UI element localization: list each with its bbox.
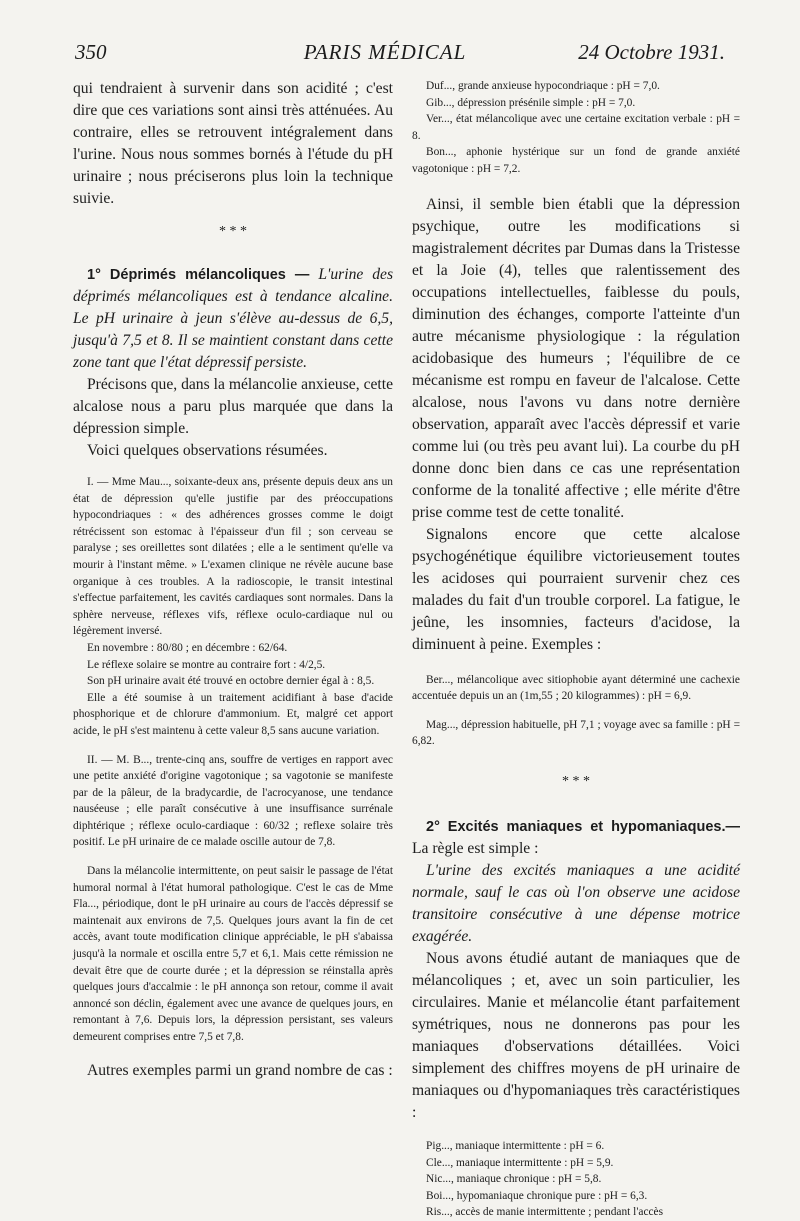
paragraph-ainsi: Ainsi, il semble bien établi que la dépression psychique, outre les modifications si magistralement décrites par Dumas dans la Tristesse et la Joie (4), telles que ralentissement des occupations intellectuelles, faiblesse du pouls, diminution des échanges, comporte l'atteinte d'un autre mécanisme physiologique : la régulation acidobasique des humeurs ; l'équilibre de ce mécanisme est rompu en faveur de l'alcalose. Cette alcalose, nous l'avons vu dans notre dernière observation, apparaît avec l'accès dépressif et varie comme lui (ou très peu avant lui). La courbe du pH donne donc bien dans ce cas une représentation conforme de la tonalité affective ; elle mérite d'être prise comme test de cette tonalité. xyxy=(412,195,740,521)
observation-1-solaire: Le réflexe solaire se montre au contraire fort : 4/2,5. xyxy=(87,658,326,671)
asterism-divider: * * * xyxy=(219,224,247,239)
page-number: 350 xyxy=(75,40,107,64)
right-column xyxy=(412,78,740,1221)
page-header xyxy=(75,40,725,70)
paragraph-autres-exemples: Autres exemples parmi un grand nombre de cas : xyxy=(87,1061,393,1079)
observation-2-text: II. — M. B..., trente-cinq ans, souffre de vertiges en rapport avec une petite anxiété d'origine vagotonique ; sa vagotonie se manifeste par de la pâleur, de la bradycardie, de l'acrocyanose, une tendance nauséeuse ; elle paraît consécutive à une insuffisance surrénale diphtérique ; réflexe oculo-cardiaque : 60/32 ; reflexe solaire très positif. Le pH urinaire de ce malade oscille autour de 7,8. xyxy=(73,753,393,849)
manic-example-boi: Boi..., hypomaniaque chronique pure : pH = 6,3. xyxy=(426,1189,648,1202)
example-mag: Mag..., dépression habituelle, pH 7,1 ; voyage avec sa famille : pH = 6,82. xyxy=(412,718,740,748)
section-1-heading: 1° Déprimés mélancoliques — xyxy=(87,267,310,283)
paragraph-signalons: Signalons encore que cette alcalose psychogénétique équilibre victorieusement toutes les acidoses qui pourraient survenir chez ces malades du fait d'un trouble corporel. La fatigue, le jeûne, les insomnies, facteurs d'acidose, la diminuent à peine. Exemples : xyxy=(412,525,740,653)
observation-1-text: I. — Mme Mau..., soixante-deux ans, présente depuis deux ans un état de dépression qu'elle justifie par des préoccupations hypocondriaques : « des adhérences grosses comme le doigt rétrécissent son estomac à l'épaisseur d'un fil ; son cerveau se paralyse ; ses oreillettes sont dilatées ; elle a le sentiment qu'elle va mourir à l'instant même. » L'examen clinique ne révèle aucune base organique à ces troubles. A la radioscopie, le transit intestinal s'effectue parfaitement, les cavités cardiaques sont normales. Dans la sphère nerveuse, réflexes vifs, réflexe oculo-cardiaque nul ou légèrement inversé. xyxy=(73,476,393,638)
paragraph-nous-avons: Nous avons étudié autant de maniaques que de mélancoliques ; et, avec un soin particulier, les circulaires. Manie et mélancolie étant parfaitement symétriques, nous ne donnerons pas pour les maniaques d'observations détaillées. Voici simplement des chiffres moyens de pH urinaire de maniaques ou d'hypomaniaques très caractéristiques : xyxy=(412,949,740,1121)
paragraph-melancolie-intermittente: Dans la mélancolie intermittente, on peut saisir le passage de l'état humoral normal à l'état humoral pathologique. C'est le cas de Mme Fla..., périodique, dont le pH urinaire au cours de l'accès dépressif se maintenait aux environs de 7,5. Quelques jours avant la fin de cet accès, avant toute modification clinique appréciable, le pH s'abaissa jusqu'à la normale et oscilla entre 5,7 et 6,1. Mais cette rémission ne devait être que de courte durée ; et la dépression se réinstalla après quelques jours d'accalmie : le pH annonça son retour, comme il avait annoncé son déclin, également avec une avance de quelques jours, en remontant à 7,6. Depuis lors, la dépression persistant, ses valeurs demeurent comprises entre 7,5 et 7,8. xyxy=(73,865,393,1043)
section-1-heading-block xyxy=(73,264,393,374)
intro-paragraph: qui tendraient à survenir dans son acidité ; c'est dire que ces variations sont ainsi très atténuées. Au contraire, elles se retrouvent intégralement dans l'urine. Nous nous sommes bornés à l'étude du pH urinaire ; nous préciserons plus loin la technique suivie. xyxy=(73,80,393,207)
paragraph-voici: Voici quelques observations résumées. xyxy=(87,442,328,459)
example-duf: Duf..., grande anxieuse hypocondriaque : pH = 7,0. xyxy=(426,80,660,92)
manic-example-ris: Ris..., accès de manie intermittente ; pendant l'accès xyxy=(426,1206,664,1219)
asterism-divider-2: * * * xyxy=(562,773,590,789)
issue-date: 24 Octobre 1931. xyxy=(578,40,725,64)
journal-title: PARIS MÉDICAL xyxy=(303,40,467,64)
manic-example-pig: Pig..., maniaque intermittente : pH = 6. xyxy=(426,1139,605,1152)
example-ver: Ver..., état mélancolique avec une certaine excitation verbale : pH = 8. xyxy=(412,113,740,142)
left-column xyxy=(73,78,393,1082)
paragraph-precisons: Précisons que, dans la mélancolie anxieuse, cette alcalose nous a paru plus marquée que dans la dépression simple. xyxy=(73,376,393,437)
observation-1-traitement: Elle a été soumise à un traitement acidifiant à base d'acide phosphorique et de chlorure d'ammonium. Et, malgré cet apport acide, le pH s'est maintenu à cette valeur 8,5 sans aucune variation. xyxy=(73,691,393,737)
section-2-intro: La règle est simple : xyxy=(412,839,539,857)
section-1-rule: L'urine des déprimés mélancoliques est à tendance alcaline. Le pH urinaire à jeun s'élève au-dessus de 6,5, jusqu'à 7,5 et 8. Il se maintient constant dans cette zone tant que l'état dépressif persiste. xyxy=(73,266,394,371)
observation-1-ph: Son pH urinaire avait été trouvé en octobre dernier égal à : 8,5. xyxy=(87,675,375,688)
section-2-heading-block xyxy=(412,816,740,860)
manic-example-nic: Nic..., maniaque chronique : pH = 5,8. xyxy=(426,1173,602,1186)
section-2-heading: 2° Excités maniaques et hypomaniaques.— xyxy=(426,818,740,835)
observation-1-novembre: En novembre : 80/80 ; en décembre : 62/64. xyxy=(87,641,288,654)
example-bon: Bon..., aphonie hystérique sur un fond de grande anxiété vagotonique : pH = 7,2. xyxy=(412,146,740,175)
example-ber: Ber..., mélancolique avec sitiophobie ayant déterminé une cachexie accentuée depuis un an (1m,55 ; 20 kilogrammes) : pH = 6,9. xyxy=(412,673,740,703)
example-gib: Gib..., dépression présénile simple : pH = 7,0. xyxy=(426,96,636,109)
section-2-rule: L'urine des excités maniaques a une acidité normale, sauf le cas où l'on observe une acidose transitoire consécutive à une dépense motrice exagérée. xyxy=(412,861,740,945)
manic-example-cle: Cle..., maniaque intermittente : pH = 5,9. xyxy=(426,1156,614,1169)
